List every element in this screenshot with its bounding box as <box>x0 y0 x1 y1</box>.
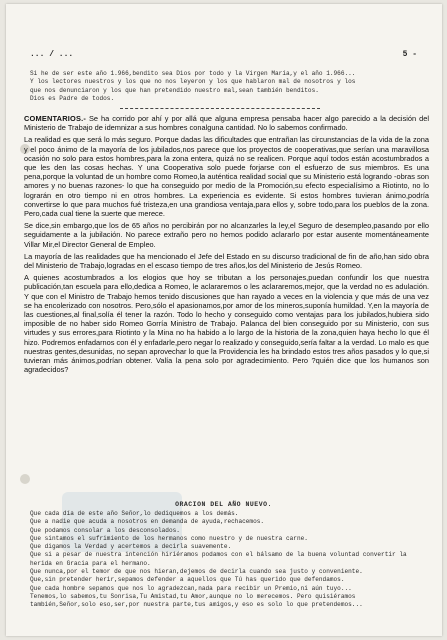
prayer-line: Que,sin pretender herir,sepamos defender a aquellos que Tú has querido que defendamos. <box>30 576 345 584</box>
paragraph-text: A quienes acostumbrados a los elogios que hoy se tributan a los personajes,puedan confundir los que nuestra publicación,tan escuela para ello,dedica a Romeo, le aclararemos o les aclararemos,mejor, que la verdad no es adulación. Y que con el Ministro de Trabajo hemos tenido discusiones que han rayado a veces en la violencia y que más de una vez se ha encolerizado con nosotros. Pero,sólo el apasionamos,por amor de los mineros,suponía humildad. Y,en la mayoría de las cuestiones,al final,solía él tener la razón. Todo lo hecho y conseguido como ventajas para los jubilados,hubiera sido imposible de no haber sido Romeo Gorría Ministro de Trabajo. Palanca del bien conseguido por su Ministerio, con sus virtudes y sus errores,para Riotinto y la Mina no ha habido a lo largo de la historia de la zona,quien haya hecho lo que él hizo. Podremos enfadarnos con él y enfadarle,pero negar lo realizado y conseguido,sería faltar a la verdad. Lo malo es que nuestras gentes,desunidas, no sepan aprovechar lo que la Providencia les ha brindado estos tres años pasados y lo que,si tuvieran más ánimos,podrían obtener. Valía la pena solo por agradecimiento. Pero ?quién dice que los humanos son agradecidos? <box>24 273 429 375</box>
paragraph <box>24 114 429 132</box>
prayer-line: Que a nadie que acuda a nosotros en demanda de ayuda,rechacemos. <box>30 518 265 526</box>
paragraph-text: Se dice,sin embargo,que los de 65 años no percibirán por no alcanzarles la ley,el Seguro de desempleo,pasando por ello seguidamente a la jubilación. No parece extraño pero no hemos podido aclararlo por estar ausente momentáneamente Villar Mir,el Director General de Empleo. <box>24 221 429 249</box>
paragraph-text: La mayoría de las realidades que ha mencionado el Jefe del Estado en su discurso tradicional de fin de año,han sido obra del Ministerio de Trabajo,logradas en el escaso tiempo de tres años,los del Ministerio de Jesús Romeo. <box>24 251 429 271</box>
prayer-line: Que nunca,por el temor de que nos hieran,dejemos de decirla cuando sea justo y conveniente. <box>30 568 363 576</box>
intro-line: Si he de ser este año 1.966,bendito sea Dios por todo y la Virgen María,y el año 1.966... <box>30 70 356 77</box>
section-divider <box>120 108 320 109</box>
comentarios-section <box>24 114 429 377</box>
prayer-line: Que podamos consolar a los desconsolados. <box>30 526 180 534</box>
prayer-line: también,Señor,solo eso,ser,por nuestra parte,tus amigos,y eso es solo lo que pretendemos... <box>30 601 363 609</box>
paragraph-text: Se ha corrido por ahí y por allá que alguna empresa pensaba hacer algo parecido a la decisión del Ministerio de Trabajo de idemnizar a sus hombres conalguna cantidad. No lo sabemos confirmado. <box>24 114 429 133</box>
page-header <box>30 50 417 59</box>
oracion-title: ORACION DEL AÑO NUEVO. <box>175 501 272 508</box>
page-number: 5 - <box>402 50 417 59</box>
prayer-line: Que digamos la Verdad y acertemos a decirla suavemente. <box>30 543 232 551</box>
paragraph <box>24 252 429 270</box>
paragraph <box>24 135 429 218</box>
prayer-line: Tenemos,lo sabemos,tu Sonrisa,Tu Amistad,tu Amor,aunque no lo merecemos. Pero quisiéramos <box>30 592 356 600</box>
prayer-line: Que cada día de este año Señor,lo dediquemos a los demás. <box>30 510 239 517</box>
intro-line: Dios es Padre de todos. <box>30 94 115 102</box>
prayer-line: Que sintamos el sufrimiento de los hermanos como nuestro y de nuestra carne. <box>30 534 308 542</box>
prayer-line: Que cada hombre sepamos que nos lo agradezcan,nada para recibir un Premio,ni aún tuyo... <box>30 584 352 592</box>
oracion-prayer <box>30 510 420 610</box>
prayer-line: Que si a pesar de nuestra intención hiriéramos podamos con el bálsamo de la buena voluntad convertir la herida en Gracia para el hermano. <box>30 551 407 567</box>
paragraph-text: La realidad es que será lo más seguro. Porque dadas las dificultades que entrañan las circunstancias de la vida de la zona y el poco ánimo de la mayoría de los jubilados,nos parece que los proyectos de cooperativas,que serían una maravillosa ocasión no solo para estos hombres,para la zona entera, quizá no se realicen. Porque aquí todos están acostumbrados a que les den las cosas hechas. Y una Cooperativa solo puede forjarse con el esfuerzo de sus miembros. Es una pena,porque la voluntad de un hombre como Romeo,la auténtica realidad social que su Ministerio está logrando -obras son amores y no buenas razones- lo que ha conseguido por medio de la Promoción,su efecto especialísimo a Riotinto, no lo lograrán en otro tiempo ni en otros hombres. La experiencia es evidente. Si estos hombres tuvieran ánimo,podría convertirse lo que para muchos fué tristeza,en una grandiosa ventaja,para ellos y, sobre todo,para los pueblos de la zona. Pero,cada cual tiene la suerte que merece. <box>24 135 429 219</box>
paragraph <box>24 273 429 374</box>
intro-line: Y los lectores nuestros y los que no nos leyeron y los que hablaron mal de nosotros y los <box>30 78 356 86</box>
section-heading: COMENTARIOS.- <box>24 114 86 123</box>
paragraph <box>24 221 429 249</box>
intro-line: que nos denunciaron y los que han pretendido nuestro mal,sean también benditos. <box>30 86 319 94</box>
punch-hole <box>20 474 30 484</box>
intro-blessing <box>30 70 420 103</box>
page-continuation-mark: ... / ... <box>30 50 74 59</box>
